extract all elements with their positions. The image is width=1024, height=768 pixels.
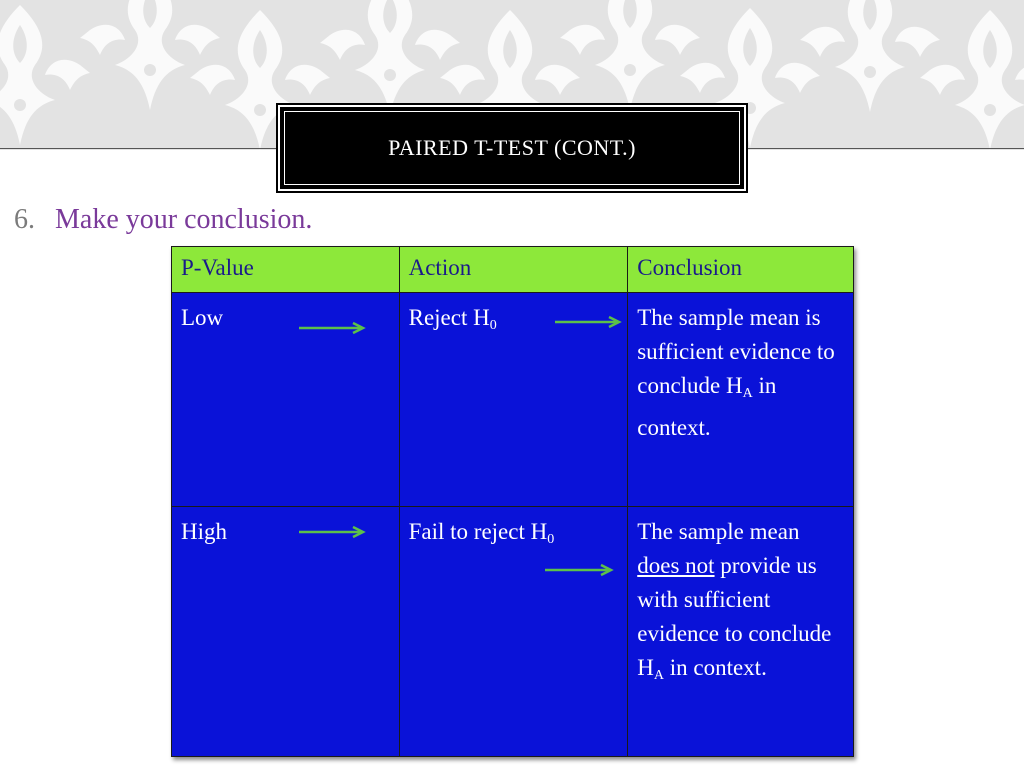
header-action: Action <box>399 247 628 293</box>
conclusion-high-middle: provide us with sufficient evidence to conclude H <box>637 553 832 680</box>
step-text: Make your conclusion. <box>55 204 313 235</box>
action-high-text: Fail to reject H <box>408 519 548 544</box>
conclusion-low-text: The sample mean is sufficient evidence to conclude H <box>637 305 835 398</box>
conclusion-high-subscript: A <box>653 668 664 683</box>
arrow-right-icon <box>297 525 367 539</box>
cell-action-low <box>399 293 628 507</box>
step-heading <box>14 204 312 236</box>
conclusion-high-tail: in context. <box>663 655 767 680</box>
table-header-row <box>172 247 854 293</box>
conclusion-high-text: The sample mean <box>637 519 800 544</box>
slide-title: PAIRED T-TEST (CONT.) <box>388 135 636 160</box>
action-low-subscript: 0 <box>489 318 497 333</box>
action-high-subscript: 0 <box>547 532 555 547</box>
cell-conclusion-high <box>628 507 854 757</box>
table-row-low <box>172 293 854 507</box>
cell-pvalue-high <box>172 507 400 757</box>
header-pvalue: P-Value <box>172 247 400 293</box>
arrow-right-icon <box>553 315 623 329</box>
pvalue-high-text: High <box>181 519 227 544</box>
table-row-high <box>172 507 854 757</box>
arrow-right-icon <box>543 563 615 577</box>
action-low-text: Reject H <box>408 305 490 330</box>
header-conclusion: Conclusion <box>628 247 854 293</box>
arrow-right-icon <box>297 321 367 335</box>
title-box <box>278 105 746 191</box>
pvalue-low-text: Low <box>181 305 224 330</box>
cell-conclusion-low <box>628 293 854 507</box>
conclusion-table <box>171 246 854 757</box>
conclusion-high-emphasis: does not <box>637 553 715 578</box>
conclusion-low-tail: in context. <box>637 373 777 440</box>
cell-action-high <box>399 507 628 757</box>
conclusion-low-subscript: A <box>742 386 753 401</box>
cell-pvalue-low <box>172 293 400 507</box>
step-number: 6. <box>14 204 35 235</box>
